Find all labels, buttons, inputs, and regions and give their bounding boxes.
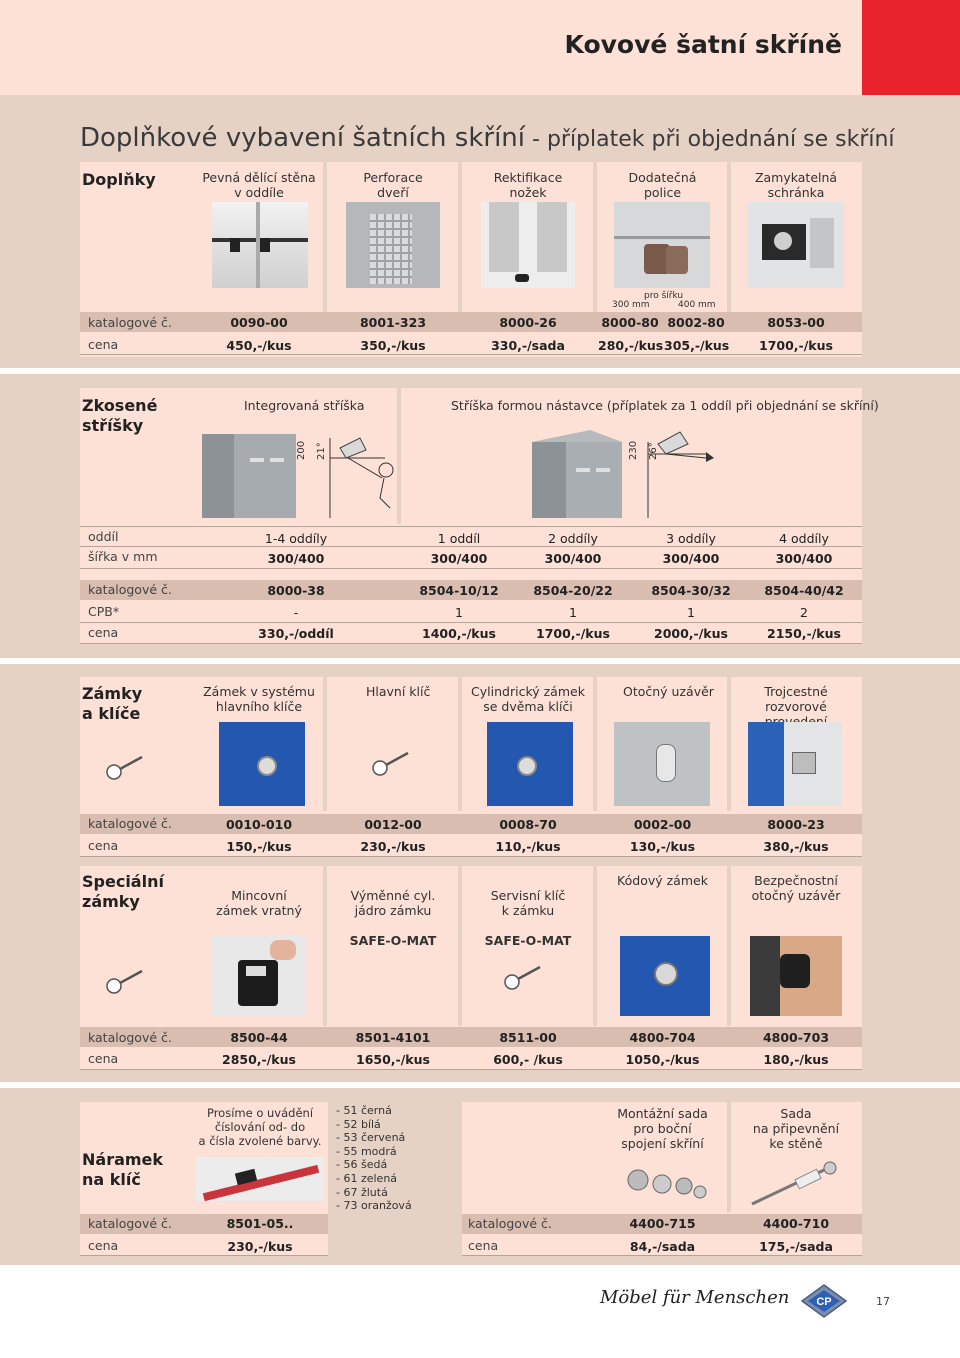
color-option: - 61 zelená bbox=[336, 1171, 398, 1185]
door-perforation-photo bbox=[346, 202, 440, 288]
doplnky-col-head: Zamykatelná schránka bbox=[754, 170, 838, 200]
cat-number: 4400-715 bbox=[629, 1216, 696, 1231]
price: 110,-/kus bbox=[495, 839, 561, 854]
cat-number: 4800-704 bbox=[629, 1030, 696, 1045]
code-lock-head: Kódový zámek bbox=[617, 873, 708, 888]
price: 305,-/kus bbox=[664, 338, 730, 353]
key-icon bbox=[104, 966, 144, 996]
color-option: - 67 žlutá bbox=[336, 1185, 388, 1199]
column-separator bbox=[727, 866, 731, 1026]
price: 1700,-/kus bbox=[759, 338, 833, 353]
color-option: - 55 modrá bbox=[336, 1144, 397, 1158]
cat-number: 8002-80 bbox=[667, 315, 725, 330]
price: 130,-/kus bbox=[629, 839, 696, 854]
master-key-icon bbox=[370, 748, 410, 778]
price: 175,-/sada bbox=[759, 1239, 833, 1254]
section-divider bbox=[0, 658, 960, 664]
oddil-value: 2 oddíly bbox=[548, 531, 598, 546]
cylinder-core-name: Výměnné cyl. jádro zámku bbox=[350, 888, 436, 918]
cat-number: 8504-10/12 bbox=[419, 583, 499, 598]
width-note: pro šířku bbox=[644, 291, 684, 301]
zamky-col-head: Trojcestné rozvorové bbox=[764, 684, 828, 714]
price-row-label: cena bbox=[468, 1238, 499, 1253]
sirka-value: 300/400 bbox=[267, 551, 325, 566]
doplnky-label: Doplňky bbox=[82, 170, 156, 189]
column-separator bbox=[458, 866, 462, 1026]
oddil-value: 4 oddíly bbox=[779, 531, 829, 546]
column-separator bbox=[727, 162, 731, 312]
price-row-label: cena bbox=[88, 1238, 119, 1253]
footer-slogan: Möbel für Menschen bbox=[600, 1287, 790, 1308]
integrated-roof-head: Integrovaná stříška bbox=[244, 398, 365, 413]
mounting-kit-head: Montážní sada pro boční spojení skříní bbox=[617, 1106, 708, 1151]
cat-number: 8501-4101 bbox=[355, 1030, 431, 1045]
column-separator bbox=[593, 866, 597, 1026]
cpb-value: 1 bbox=[687, 605, 695, 620]
price: 1700,-/kus bbox=[536, 626, 610, 641]
cat-number: 0010-010 bbox=[225, 817, 293, 832]
cat-row-label: katalogové č. bbox=[468, 1216, 552, 1231]
page-title bbox=[80, 123, 895, 153]
cat-number: 0008-70 bbox=[499, 817, 557, 832]
cp-logo-text: CP bbox=[816, 1296, 832, 1308]
cat-number: 0002-00 bbox=[633, 817, 692, 832]
mounting-kit-icon bbox=[618, 1160, 714, 1210]
price-row-label: cena bbox=[88, 625, 119, 640]
price: 330,-/oddíl bbox=[258, 626, 334, 641]
price: 450,-/kus bbox=[226, 338, 292, 353]
dim-height-2: 230 bbox=[628, 440, 639, 460]
row-rule bbox=[80, 1069, 862, 1070]
cat-number: 8000-26 bbox=[499, 315, 557, 330]
cat-row-label: katalogové č. bbox=[88, 816, 172, 831]
row-rule bbox=[80, 1255, 328, 1256]
header-title: Kovové šatní skříně bbox=[564, 30, 842, 59]
cat-number: 4800-703 bbox=[762, 1030, 830, 1045]
cylinder-core-brand: SAFE-O-MAT bbox=[349, 933, 437, 948]
color-option: - 52 bílá bbox=[336, 1117, 381, 1131]
cat-number: 8001-323 bbox=[359, 315, 427, 330]
page-number: 17 bbox=[876, 1295, 890, 1308]
color-option: - 53 červená bbox=[336, 1131, 406, 1145]
row-rule bbox=[80, 568, 862, 569]
row-rule bbox=[80, 546, 862, 547]
cat-number: 4400-710 bbox=[762, 1216, 830, 1231]
oddil-row-label: oddíl bbox=[88, 529, 119, 544]
sirka-value: 300/400 bbox=[775, 551, 833, 566]
width-400-note: 400 mm bbox=[678, 300, 716, 310]
wall-kit-head: Sada na připevnění ke stěně bbox=[752, 1106, 840, 1151]
price: 1400,-/kus bbox=[422, 626, 496, 641]
extra-shelf-photo bbox=[614, 202, 710, 288]
cat-number: 8501-05.. bbox=[226, 1216, 294, 1231]
zamky-label: Zámky a klíče bbox=[82, 684, 143, 723]
price: 230,-/kus bbox=[360, 839, 426, 854]
coin-lock-name: Mincovní zámek vratný bbox=[216, 888, 302, 918]
cat-number: 8504-20/22 bbox=[533, 583, 613, 598]
cat-number: 8500-44 bbox=[230, 1030, 288, 1045]
cylinder-lock-photo bbox=[487, 722, 573, 806]
column-separator bbox=[323, 162, 327, 312]
color-option: - 51 černá bbox=[336, 1104, 392, 1117]
service-key-name: Servisní klíč k zámku bbox=[490, 888, 566, 918]
doplnky-col-head: Rektifikace nožek bbox=[493, 170, 563, 200]
cat-number: 8000-23 bbox=[767, 817, 825, 832]
cylinder-core-head bbox=[328, 873, 458, 963]
zamky-col-head: Cylindrický zámek se dvěma klíči bbox=[471, 684, 585, 714]
header-accent-block bbox=[862, 0, 960, 95]
price: 280,-/kus bbox=[598, 338, 664, 353]
price: 380,-/kus bbox=[763, 839, 829, 854]
naramek-label: Náramek na klíč bbox=[82, 1150, 164, 1189]
oddil-value: 1 oddíl bbox=[437, 531, 481, 546]
price: 2150,-/kus bbox=[767, 626, 841, 641]
row-rule bbox=[80, 643, 862, 644]
row-rule bbox=[462, 1255, 862, 1256]
three-way-lock-photo bbox=[748, 722, 842, 806]
doplnky-col-head: Pevná dělící stěna v oddíle bbox=[202, 170, 316, 200]
cat-row-label: katalogové č. bbox=[88, 1030, 172, 1045]
wall-kit-icon bbox=[746, 1160, 842, 1210]
sirka-value: 300/400 bbox=[544, 551, 602, 566]
price: 150,-/kus bbox=[226, 839, 292, 854]
cpb-value: 1 bbox=[569, 605, 577, 620]
code-lock-photo bbox=[620, 936, 710, 1016]
key-icon bbox=[104, 752, 144, 782]
cpb-value: - bbox=[293, 605, 299, 620]
column-separator bbox=[727, 1102, 731, 1212]
cpb-row-label: CPB* bbox=[88, 604, 120, 619]
specialni-label: Speciální zámky bbox=[82, 872, 164, 911]
sirka-value: 300/400 bbox=[662, 551, 720, 566]
cat-number: 8511-00 bbox=[499, 1030, 557, 1045]
page-title-sub: - příplatek při objednání se skříní bbox=[525, 127, 895, 152]
zamky-col-head: Hlavní klíč bbox=[366, 684, 431, 699]
color-option: - 56 šedá bbox=[336, 1158, 388, 1172]
doplnky-col-head: Perforace dveří bbox=[363, 170, 423, 200]
price: 600,- /kus bbox=[493, 1052, 563, 1067]
row-rule bbox=[80, 622, 862, 623]
strisky-label: Zkosené stříšky bbox=[82, 396, 158, 435]
price: 1650,-/kus bbox=[356, 1052, 430, 1067]
price: 180,-/kus bbox=[763, 1052, 829, 1067]
cp-logo-icon bbox=[800, 1283, 848, 1319]
page-title-main: Doplňkové vybavení šatních skříní bbox=[80, 123, 526, 153]
zamky-col-head: Otočný uzávěr bbox=[623, 684, 714, 699]
lockable-box-photo bbox=[748, 202, 844, 288]
row-rule bbox=[80, 354, 862, 355]
price-row-label: cena bbox=[88, 337, 119, 352]
doplnky-col-head: Dodatečná police bbox=[628, 170, 697, 200]
cat-number: 8000-80 bbox=[601, 315, 659, 330]
cat-row-label: katalogové č. bbox=[88, 1216, 172, 1231]
color-list bbox=[336, 1104, 412, 1213]
leveling-feet-photo bbox=[481, 202, 575, 288]
column-separator bbox=[458, 162, 462, 312]
column-separator bbox=[593, 677, 597, 811]
oddil-value: 3 oddíly bbox=[666, 531, 716, 546]
zamky-col-head: Zámek v systému hlavního klíče bbox=[203, 684, 315, 714]
key-icon bbox=[502, 962, 542, 992]
bracelet-note: Prosíme o uvádění číslování od- do a čísla zvolené barvy. bbox=[198, 1106, 322, 1148]
attached-roof-diagram bbox=[530, 428, 720, 520]
price-row-label: cena bbox=[88, 1051, 119, 1066]
service-key-brand: SAFE-O-MAT bbox=[484, 933, 572, 948]
cat-number: 0012-00 bbox=[364, 817, 422, 832]
cpb-value: 1 bbox=[455, 605, 463, 620]
cat-number: 0090-00 bbox=[230, 315, 288, 330]
price: 230,-/kus bbox=[227, 1239, 293, 1254]
price: 1050,-/kus bbox=[625, 1052, 700, 1067]
partition-wall-photo bbox=[212, 202, 308, 288]
dim-angle-1: 21° bbox=[316, 442, 327, 460]
cat-row-label: katalogové č. bbox=[88, 582, 172, 597]
price: 84,-/sada bbox=[629, 1239, 696, 1254]
price: 330,-/sada bbox=[491, 338, 565, 353]
cpb-value: 2 bbox=[800, 605, 808, 620]
dim-height-1: 200 bbox=[296, 440, 307, 460]
attached-roof-head: Stříška formou nástavce (příplatek za 1 oddíl při objednání se skříní) bbox=[451, 398, 879, 413]
column-separator bbox=[397, 388, 401, 524]
column-separator bbox=[593, 162, 597, 312]
safety-latch-photo bbox=[750, 936, 842, 1016]
row-rule bbox=[80, 856, 862, 857]
master-system-lock-photo bbox=[219, 722, 305, 806]
price: 350,-/kus bbox=[360, 338, 426, 353]
cat-number: 8053-00 bbox=[767, 315, 825, 330]
column-separator bbox=[458, 677, 462, 811]
column-separator bbox=[727, 677, 731, 811]
price-row-label: cena bbox=[88, 838, 119, 853]
cat-number: 8504-30/32 bbox=[651, 583, 731, 598]
cat-row-label: katalogové č. bbox=[88, 315, 172, 330]
price: 2850,-/kus bbox=[222, 1052, 296, 1067]
column-separator bbox=[323, 866, 327, 1026]
dim-angle-2: 26° bbox=[648, 442, 659, 460]
coin-lock-photo bbox=[212, 936, 306, 1016]
row-rule bbox=[80, 526, 862, 527]
column-separator bbox=[323, 677, 327, 811]
color-option: - 73 oranžová bbox=[336, 1199, 412, 1213]
section-divider bbox=[0, 1082, 960, 1088]
sirka-value: 300/400 bbox=[430, 551, 488, 566]
key-bracelet-photo bbox=[196, 1157, 324, 1201]
cat-number: 8000-38 bbox=[267, 583, 325, 598]
sirka-row-label: šířka v mm bbox=[88, 549, 158, 564]
service-key-head bbox=[463, 873, 593, 963]
cat-number: 8504-40/42 bbox=[764, 583, 844, 598]
width-300-note: 300 mm bbox=[612, 300, 650, 310]
price: 2000,-/kus bbox=[654, 626, 728, 641]
safety-latch-head: Bezpečnostní otočný uzávěr bbox=[751, 873, 841, 903]
section-divider bbox=[0, 368, 960, 374]
turn-latch-photo bbox=[614, 722, 710, 806]
oddil-value: 1-4 oddíly bbox=[264, 531, 328, 546]
